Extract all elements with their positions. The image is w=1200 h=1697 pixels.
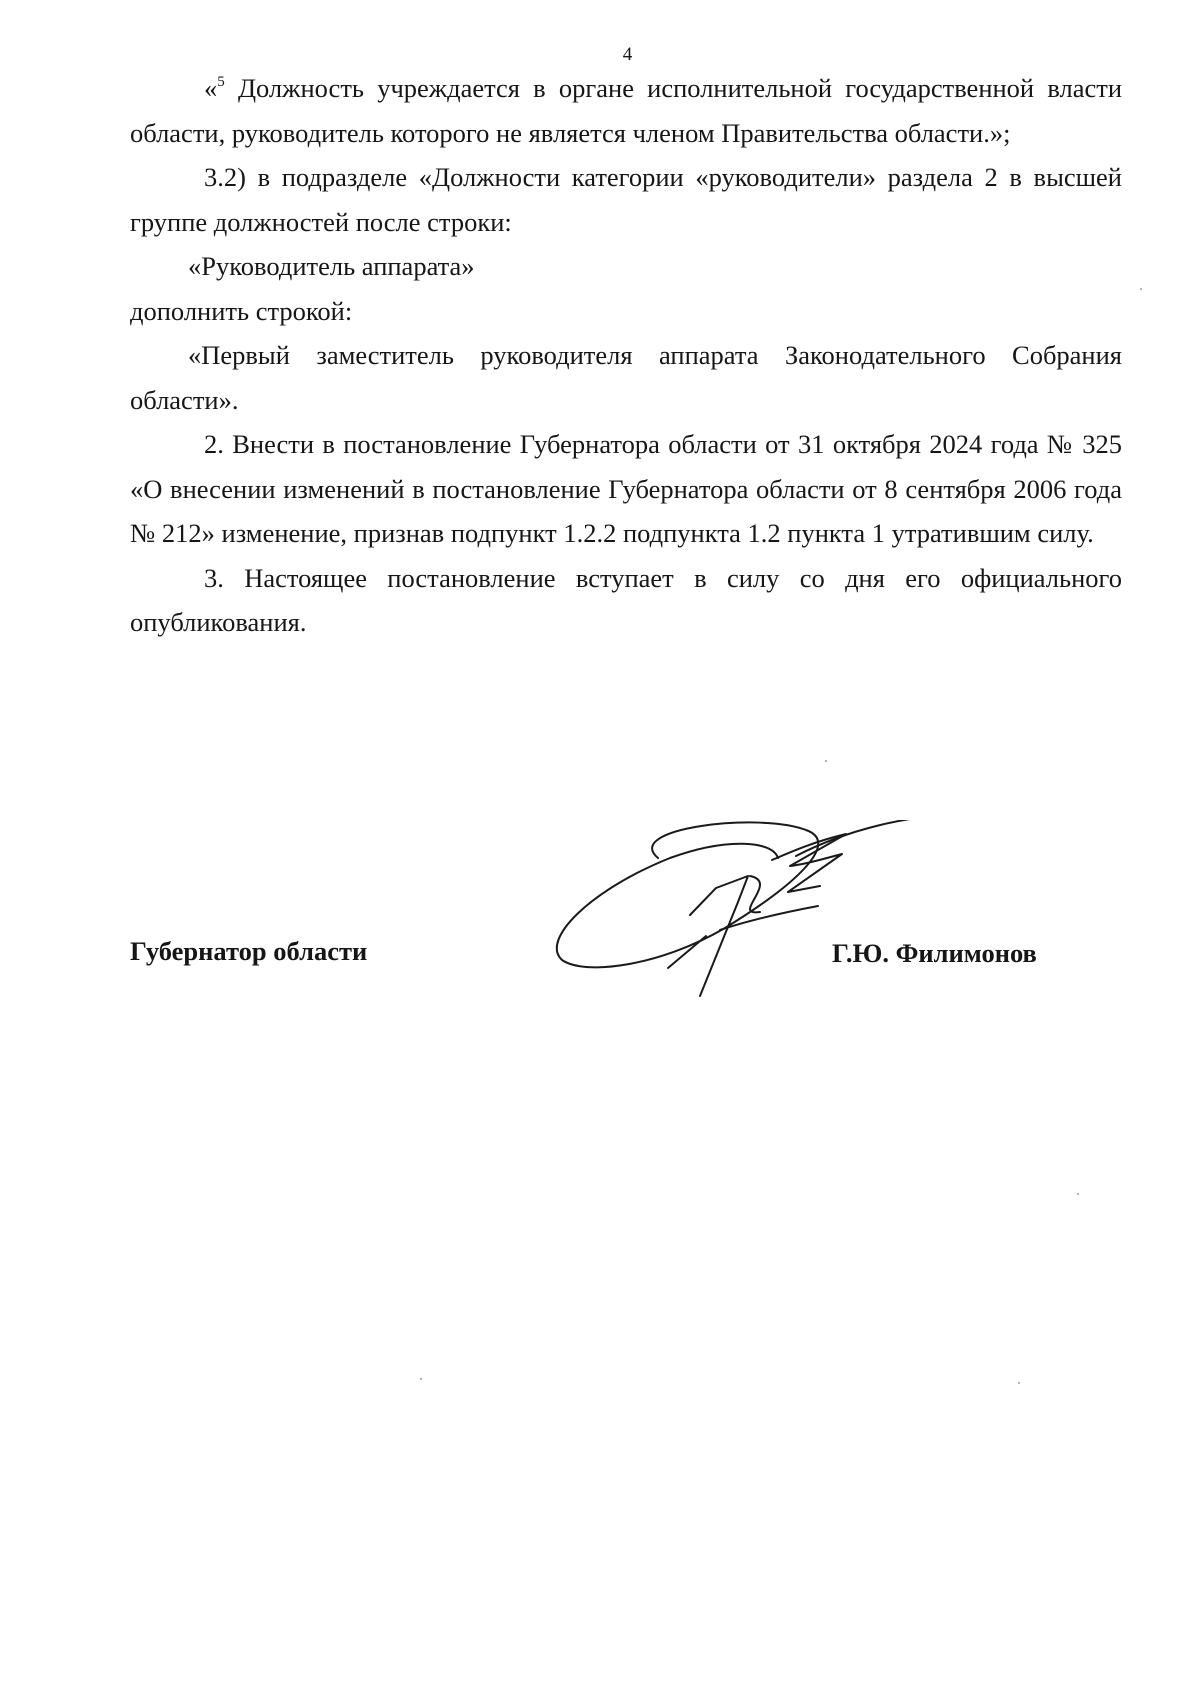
footnote-marker: 5 (217, 74, 225, 90)
handwritten-signature (550, 820, 980, 1020)
paragraph-supplement: дополнить строкой: (130, 295, 353, 326)
paragraph-note-5-open-quote: « (204, 73, 218, 103)
paragraph-item-3: 3. Настоящее постановление вступает в силу со дня его официального опубликования. (130, 562, 1122, 637)
page-number: 4 (622, 44, 633, 65)
signatory-name: Г.Ю. Филимонов (832, 938, 1037, 968)
paragraph-note-5 (130, 66, 1122, 155)
paragraph-item-2: 2. Внести в постановление Губернатора области от 31 октября 2024 года № 325 «О внесении изменений в постановление Губернатора области от 8 сентября 2006 года № 212» изменение, признав подпункт 1.2.2 подпункта 1.2 пункта 1 утратившим силу. (130, 429, 1122, 548)
scan-speck (1018, 1382, 1020, 1384)
paragraph-new-row: «Первый заместитель руководителя аппарата Законодательного Собрания области». (130, 340, 1122, 415)
paragraph-3-2: 3.2) в подразделе «Должности категории «руководители» раздела 2 в высшей группе должностей после строки: (130, 162, 1122, 237)
paragraph-quoted-row: «Руководитель аппарата» (188, 251, 475, 281)
scan-speck (1140, 288, 1142, 290)
scan-speck (1077, 1193, 1079, 1195)
document-body (130, 66, 1122, 645)
signatory-title: Губернатор области (130, 936, 368, 966)
scan-speck (825, 760, 827, 762)
scan-speck (420, 1378, 422, 1380)
paragraph-note-5-text: Должность учреждается в органе исполнительной государственной власти области, руководитель которого не является членом Правительства области.»; (130, 73, 1122, 148)
